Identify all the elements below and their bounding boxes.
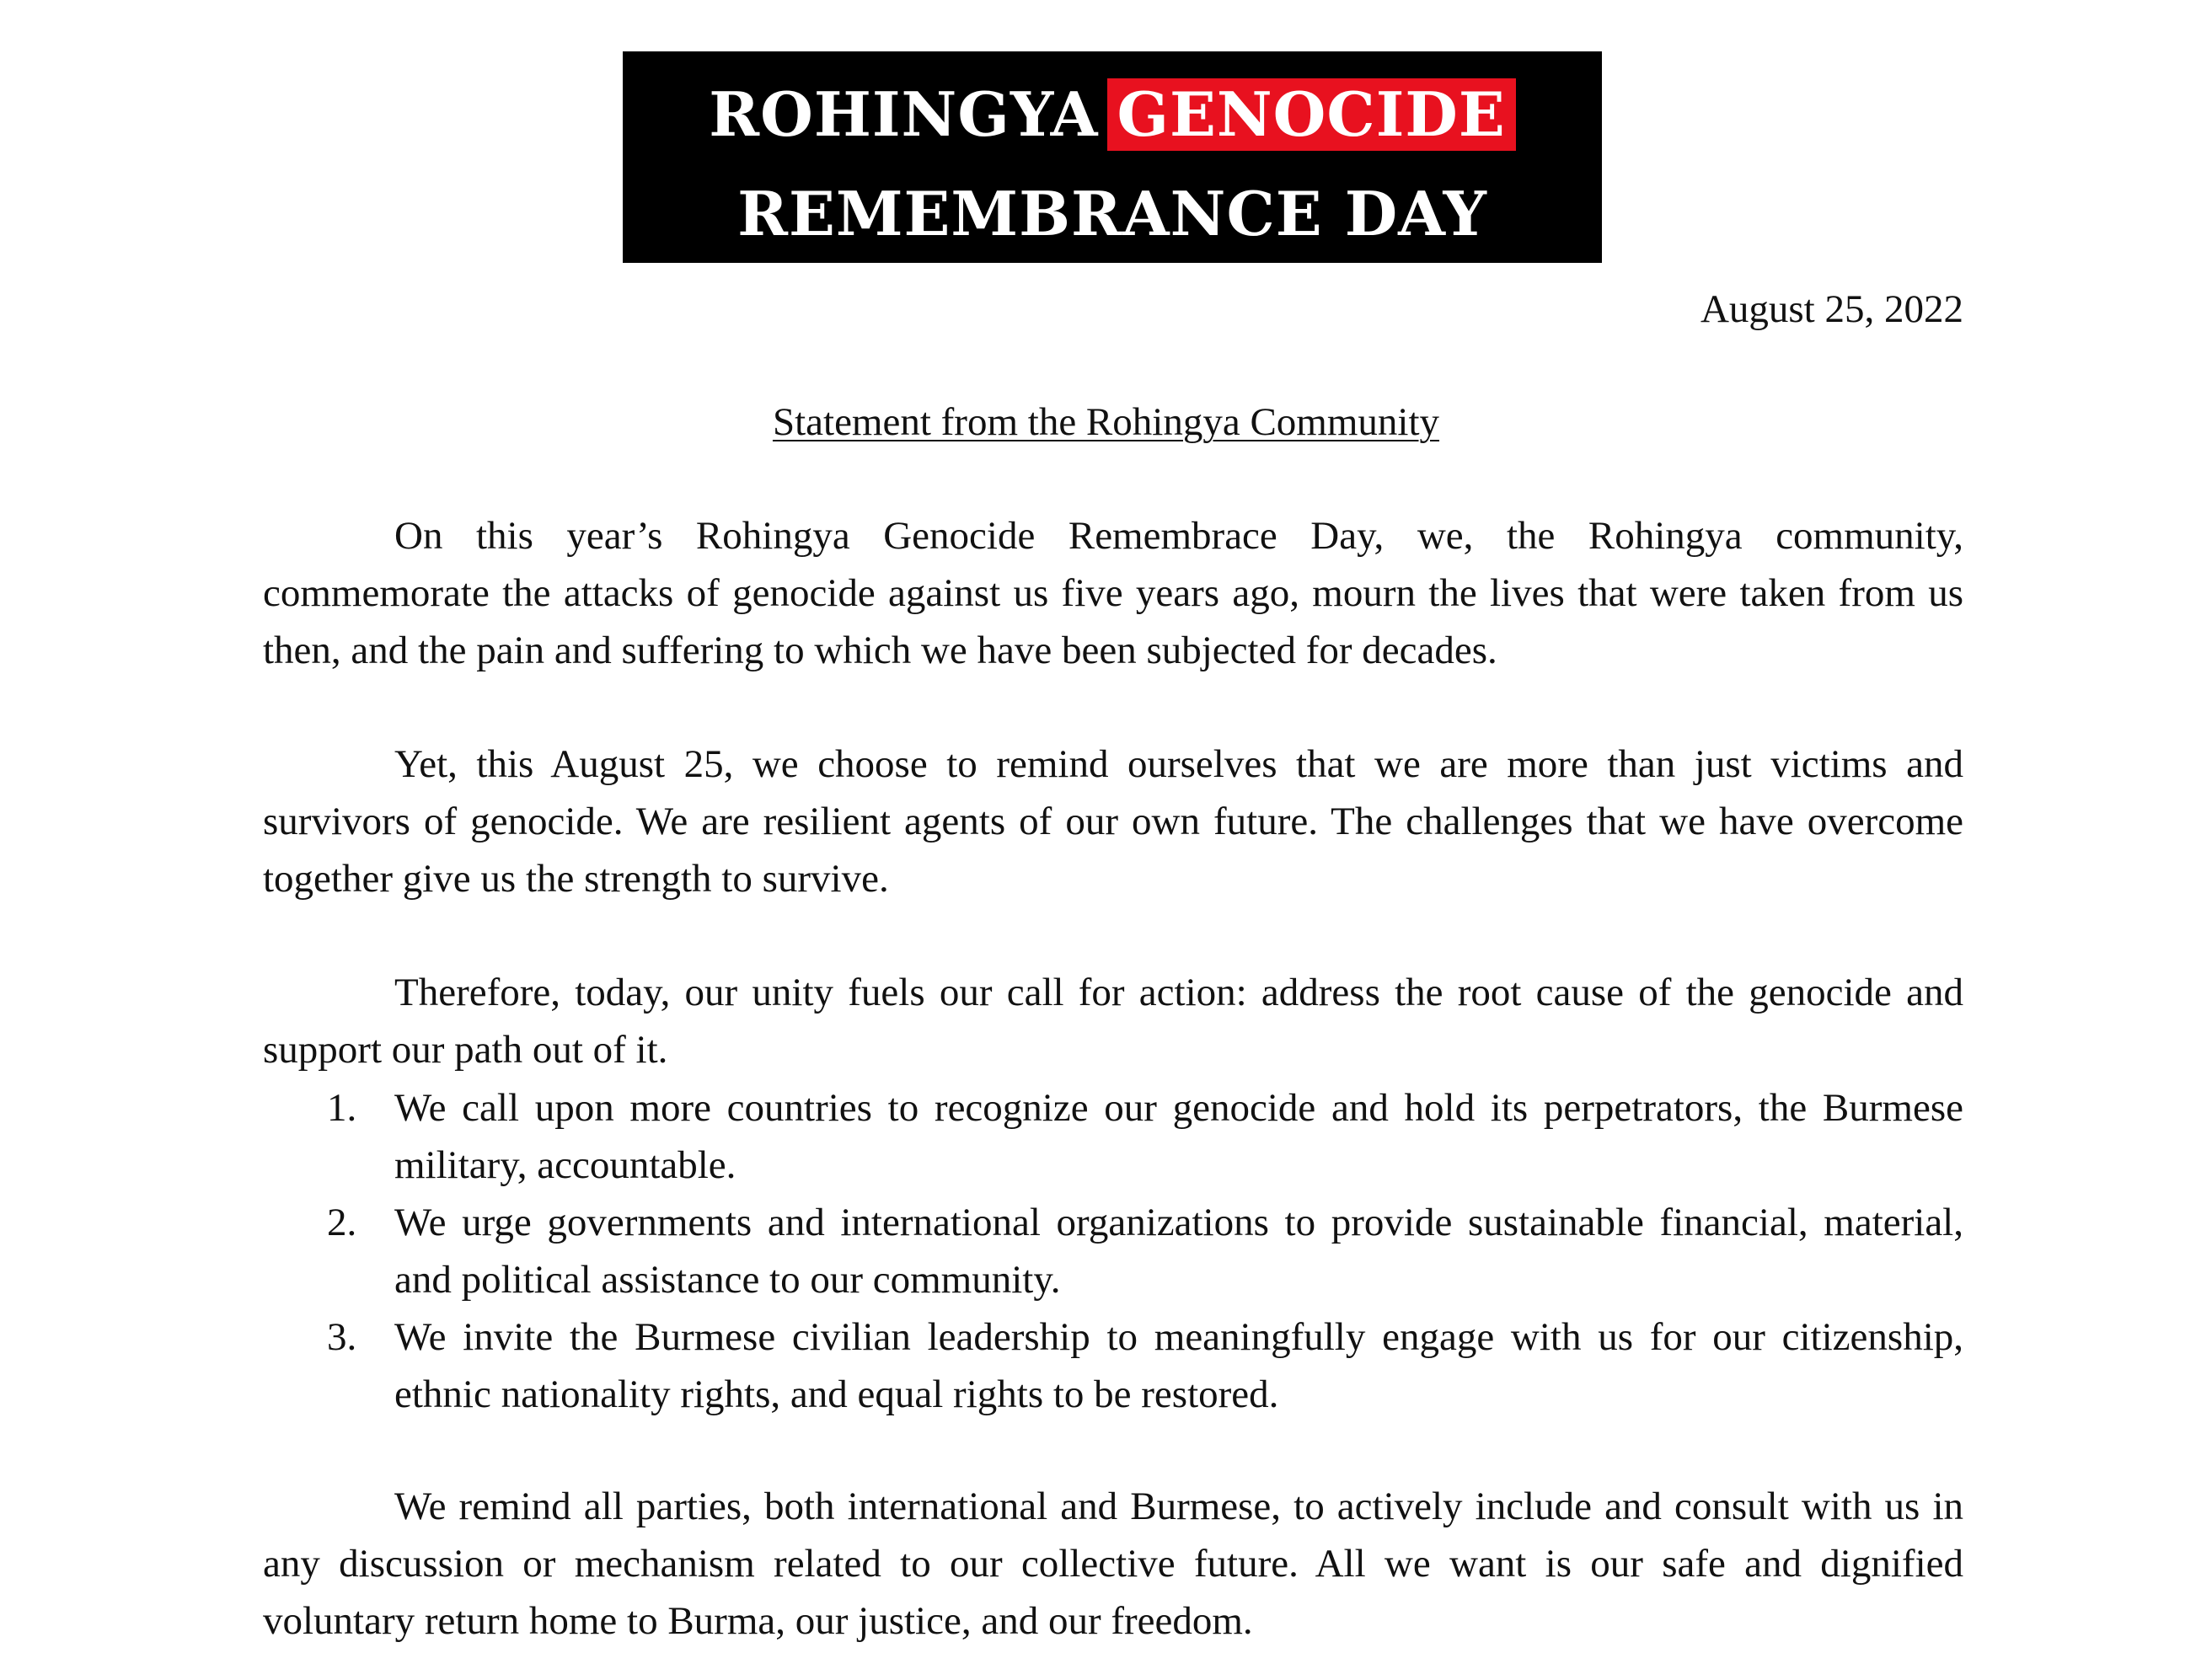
- demands-list: [263, 1079, 1963, 1423]
- list-item-text: We invite the Burmese civilian leadership to meaningfully engage with us for our citizenship, ethnic nationality rights, and equal rights to be restored.: [394, 1315, 1963, 1416]
- paragraph-2: Yet, this August 25, we choose to remind ourselves that we are more than just victims and survivors of genocide. We are resilient agents of our own future. The challenges that we have overcome together give us the strength to survive.: [263, 742, 1963, 901]
- banner-title-line-2: REMEMBRANCE DAY: [737, 178, 1487, 249]
- list-item-number: 1.: [327, 1086, 357, 1130]
- paragraph-3: Therefore, today, our unity fuels our call for action: address the root cause of the genocide and support our path out of it.: [263, 971, 1963, 1072]
- header-banner: [623, 51, 1602, 263]
- list-item: [263, 1194, 1963, 1308]
- banner-word-rohingya: ROHINGYA: [709, 78, 1099, 150]
- document-title: Statement from the Rohingya Community: [772, 400, 1440, 444]
- closing-paragraph: We remind all parties, both international and Burmese, to actively include and consult with us in any discussion or mechanism related to our collective future. All we want is our safe and dignified voluntary return home to Burma, our justice, and our freedom.: [263, 1484, 1963, 1643]
- paragraph-1: On this year’s Rohingya Genocide Remembrace Day, we, the Rohingya community, commemorate the attacks of genocide against us five years ago, mourn the lives that were taken from us then, and the pain and suffering to which we have been subjected for decades.: [263, 514, 1963, 672]
- banner-highlight-genocide: GENOCIDE: [1107, 78, 1516, 151]
- list-item-number: 3.: [327, 1315, 357, 1359]
- list-item: [263, 1308, 1963, 1423]
- list-item-text: We call upon more countries to recognize our genocide and hold its perpetrators, the Burmese military, accountable.: [394, 1086, 1963, 1187]
- list-item-number: 2.: [327, 1201, 357, 1244]
- banner-title-line-1: [623, 77, 1602, 152]
- list-item-text: We urge governments and international organizations to provide sustainable financial, material, and political assistance to our community.: [394, 1201, 1963, 1302]
- document-date: August 25, 2022: [1700, 287, 1963, 331]
- list-item: [263, 1079, 1963, 1194]
